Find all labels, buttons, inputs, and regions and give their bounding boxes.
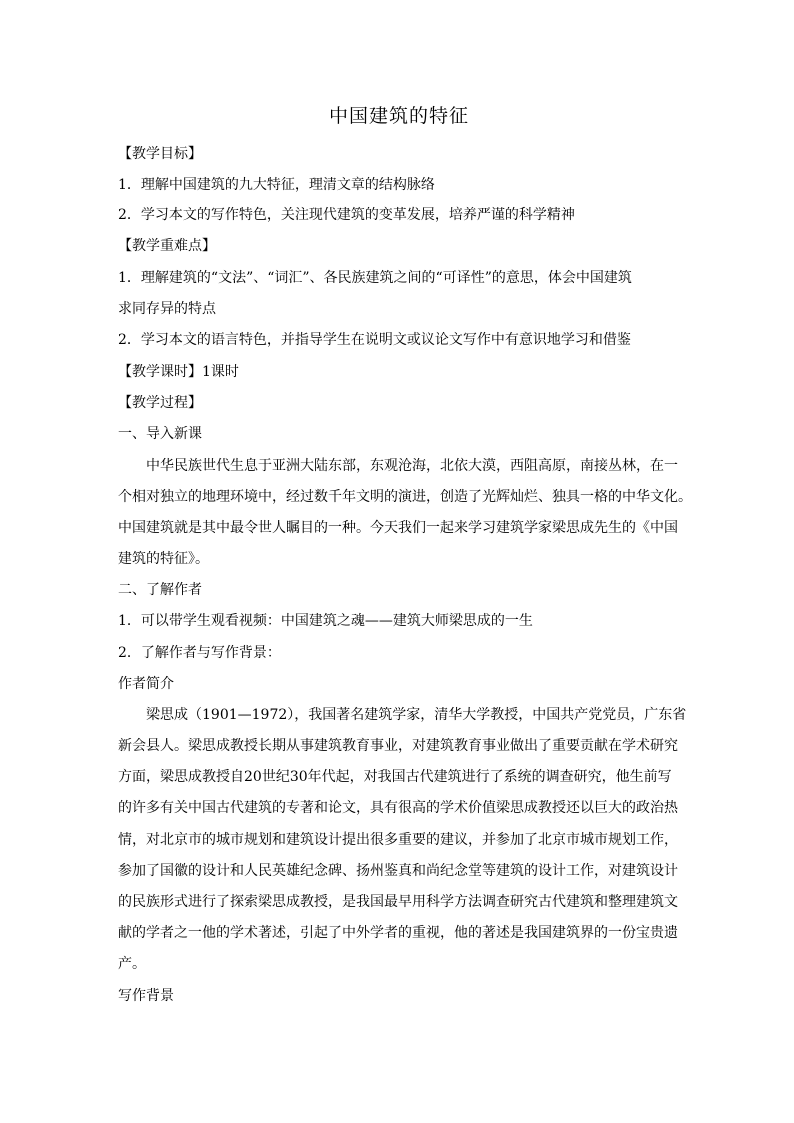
author-item-1: 1．可以带学生观看视频：中国建筑之魂——建筑大师梁思成的一生: [118, 613, 533, 629]
goal-item-1: 1．理解中国建筑的九大特征，理清文章的结构脉络: [118, 177, 435, 193]
key-points-heading: 【教学重难点】: [118, 238, 216, 254]
class-hours: 【教学课时】1课时: [118, 364, 239, 380]
process-heading: 【教学过程】: [118, 395, 202, 411]
bio-heading: 作者简介: [118, 676, 174, 692]
bio-paragraph-line: 方面，梁思成教授自20世纪30年代起，对我国古代建筑进行了系统的调查研究，他生前写: [118, 769, 672, 785]
author-heading: 二、了解作者: [118, 582, 202, 598]
key-point-2: 2．学习本文的语言特色，并指导学生在说明文或议论文写作中有意识地学习和借鉴: [118, 332, 631, 348]
author-item-2: 2．了解作者与写作背景：: [118, 645, 281, 661]
bio-paragraph-line: 的民族形式进行了探索梁思成教授，是我国最早用科学方法调查研究古代建筑和整理建筑文: [118, 894, 678, 910]
intro-heading: 一、导入新课: [118, 426, 202, 442]
bio-paragraph-line: 产。: [118, 956, 146, 972]
intro-paragraph-line: 中国建筑就是其中最令世人瞩目的一种。今天我们一起来学习建筑学家梁思成先生的《中国: [118, 520, 678, 536]
goals-heading: 【教学目标】: [118, 146, 202, 162]
page-title: 中国建筑的特征: [328, 105, 469, 127]
bio-paragraph-line: 参加了国徽的设计和人民英雄纪念碑、扬州鉴真和尚纪念堂等建筑的设计工作，对建筑设计: [118, 863, 678, 879]
goal-item-2: 2．学习本文的写作特色，关注现代建筑的变革发展，培养严谨的科学精神: [118, 207, 575, 223]
bio-paragraph-line: 梁思成（1901—1972），我国著名建筑学家，清华大学教授，中国共产党党员，广东省: [146, 707, 687, 723]
intro-paragraph-line: 个相对独立的地理环境中，经过数千年文明的演进，创造了光辉灿烂、独具一格的中华文化。: [118, 489, 692, 505]
bio-paragraph-line: 情，对北京市的城市规划和建筑设计提出很多重要的建议，并参加了北京市城市规划工作，: [118, 832, 678, 848]
bio-paragraph-line: 新会县人。梁思成教授长期从事建筑教育事业，对建筑教育事业做出了重要贡献在学术研究: [118, 738, 678, 754]
bio-paragraph-line: 的许多有关中国古代建筑的专著和论文，具有很高的学术价值梁思成教授还以巨大的政治热: [118, 800, 678, 816]
key-point-1-line-1: 1．理解建筑的“文法”、“词汇”、各民族建筑之间的“可译性”的意思，体会中国建筑: [118, 270, 632, 286]
key-point-1-line-2: 求同存异的特点: [118, 301, 216, 317]
background-heading: 写作背景: [118, 988, 174, 1004]
bio-paragraph-line: 献的学者之一他的学术著述，引起了中外学者的重视，他的著述是我国建筑界的一份宝贵遗: [118, 925, 678, 941]
intro-paragraph-line: 建筑的特征》。: [118, 551, 209, 567]
intro-paragraph-line: 中华民族世代生息于亚洲大陆东部，东观沧海，北依大漠，西阻高原，南接丛林，在一: [146, 458, 678, 474]
